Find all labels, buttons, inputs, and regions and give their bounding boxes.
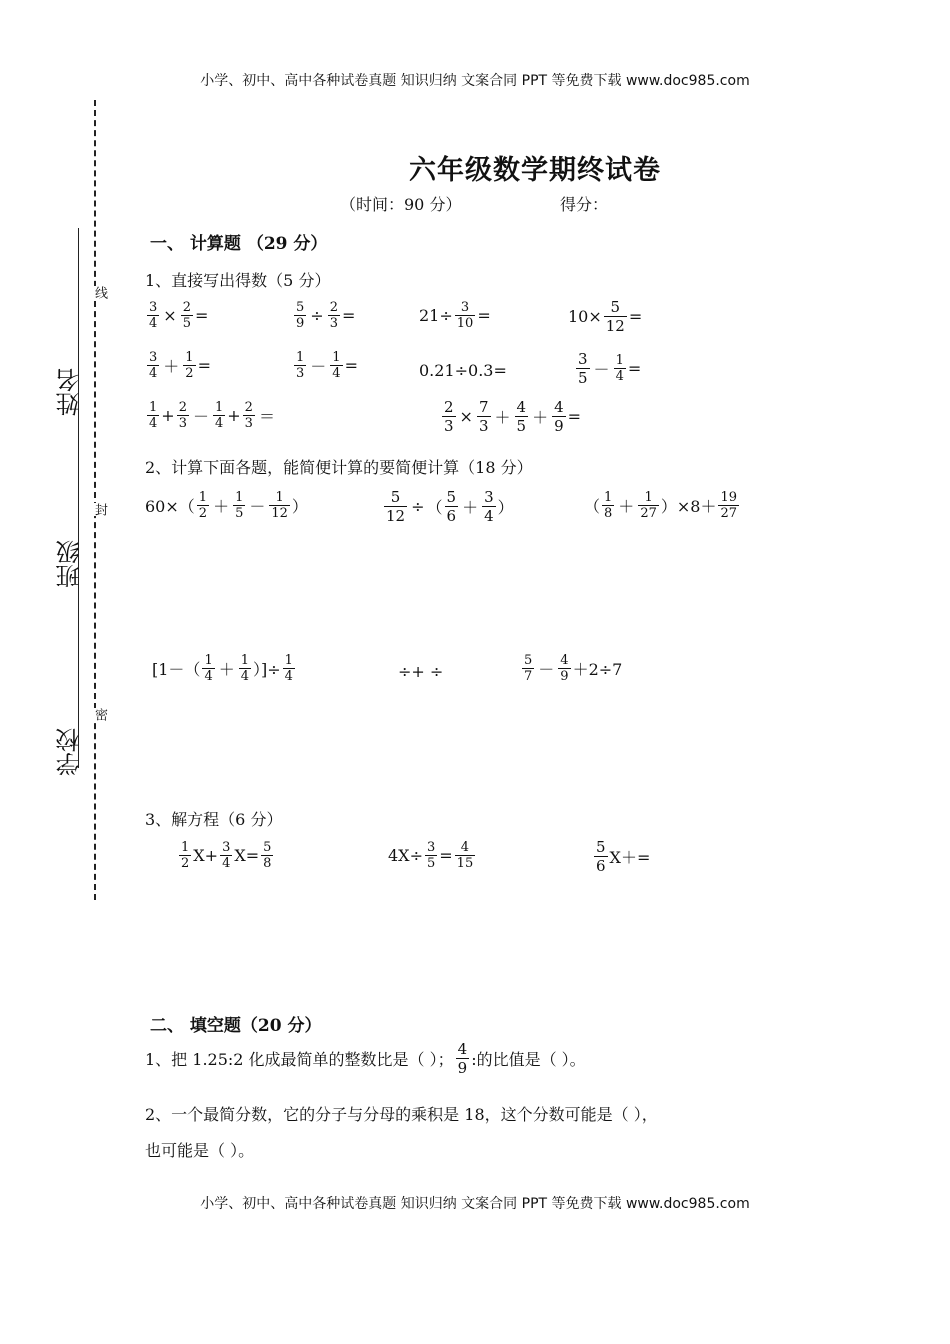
s2-q1: 1、把 1.25:2 化成最简单的整数比是（ ）； 4 9 :的比值是（ ）。 [145, 1040, 586, 1077]
expr-16: 5 7 － 4 9 ＋2÷7 [524, 653, 623, 684]
binding-name-label: 姓名 [56, 368, 84, 416]
expr-13: （ 1 8 ＋ 1 27 ）×8＋ 19 27 [584, 490, 737, 521]
score-label: 得分： [560, 195, 609, 214]
binding-mi: 密 [92, 708, 107, 721]
section1-heading: 一、 计算题 （29 分） [150, 234, 328, 254]
expr-15: ÷+ ÷ [398, 662, 444, 681]
time-label: （时间：90 分） [340, 195, 462, 214]
expr-4: 10× $\frac{5}{12}$ = [568, 298, 643, 335]
expr-7: 0.21÷0.3= [419, 361, 507, 380]
binding-class-label: 班级 [56, 540, 84, 588]
s1-q1: 1、直接写出得数（5 分） [145, 271, 331, 290]
page-title: 六年级数学期终试卷 [409, 155, 661, 186]
page-header: 小学、初中、高中各种试卷真题 知识归纳 文案合同 PPT 等免费下载 www.doc985.com [200, 73, 750, 89]
binding-xian: 线 [92, 286, 107, 299]
expr-8: 3 5 － $\frac{1}{4}$ = [578, 350, 642, 387]
expr-2: $\frac{5}{9}$ ÷ $\frac{2}{3}$ = [296, 300, 356, 331]
page-footer: 小学、初中、高中各种试卷真题 知识归纳 文案合同 PPT 等免费下载 www.doc985.com [200, 1196, 750, 1212]
expr-3: 21÷ $\frac{3}{10}$ = [419, 300, 491, 331]
expr-5: 3 4 ＋ $\frac{1}{2}$ = [149, 350, 211, 381]
expr-6: 1 3 － $\frac{1}{4}$ = [296, 350, 358, 381]
section2-heading: 二、 填空题（20 分） [150, 1016, 322, 1036]
expr-9: 1 4 + $\frac{2}{3}$ － 1 4 + $\frac{2}{3}$ ＝ [149, 400, 275, 431]
expr-1: $\frac{3}{4}$ × $\frac{2}{5}$ = [149, 300, 209, 331]
s1-q2: 2、计算下面各题，能简便计算的要简便计算（18 分） [145, 458, 533, 477]
expr-11: 60×（ 1 2 ＋ 1 5 － 1 12 ） [145, 490, 308, 521]
equation-2: 4X÷ $\frac{3}{5}$ = $\frac{4}{15}$ [388, 840, 474, 871]
binding-feng: 封 [92, 503, 107, 516]
s1-q3: 3、解方程（6 分） [145, 810, 283, 829]
s2-q2b: 也可能是（ ）。 [145, 1141, 255, 1160]
expr-12: $\frac{5}{12}$ ÷ （ 5 6 ＋ 3 4 ） [386, 488, 514, 525]
equation-1: 1 2 X+ $\frac{3}{4}$ X= $\frac{5}{8}$ [181, 840, 272, 871]
expr-14: [1－（ 1 4 ＋ 1 4 ）]÷ $\frac{1}{4}$ [152, 653, 293, 684]
expr-10: $\frac{2}{3}$ × $\frac{7}{3}$ ＋ 4 5 ＋ $\frac{4}{9}$ = [444, 398, 582, 435]
binding-solid-line [78, 228, 81, 768]
binding-school-label: 学校 [56, 728, 84, 776]
s2-q2a: 2、一个最简分数，它的分子与分母的乘积是 18，这个分数可能是（ ）， [145, 1105, 658, 1124]
binding-dashed-line [94, 100, 96, 900]
equation-3: 5 6 X＋= [596, 838, 651, 875]
